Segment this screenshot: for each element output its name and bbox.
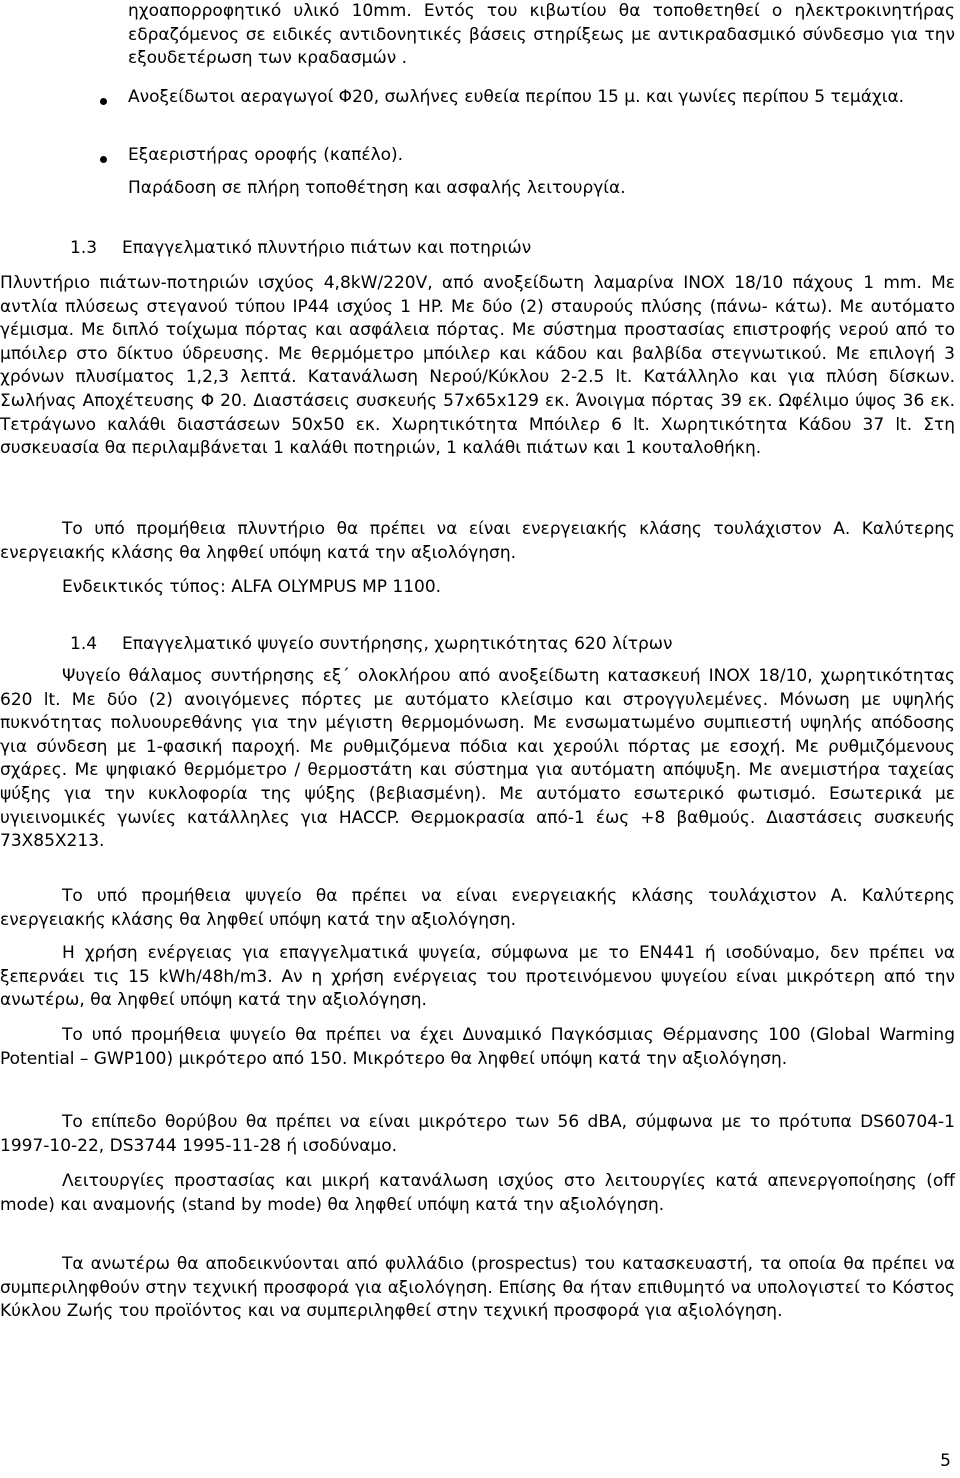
section-heading-1-3 <box>70 237 950 261</box>
bullet-dot-icon <box>100 156 107 163</box>
section-number: 1.4 <box>70 634 98 654</box>
delivery-text: Παράδοση σε πλήρη τοποθέτηση και ασφαλής λειτουργία. <box>128 178 626 198</box>
intro-paragraph: ηχοαπορροφητικό υλικό 10mm. Εντός του κιβωτίου θα τοποθετηθεί ο ηλεκτροκινητήρας εδραζόμενος σε ειδικές αντιδονητικές βάσεις στηρίξεως με αντικραδασμικό σύνδεσμο για την εξουδετέρωση των κραδασμών . <box>128 1 955 69</box>
bullet-item-roof-fan: Εξαεριστήρας οροφής (καπέλο). <box>128 145 404 165</box>
dishwasher-description: Πλυντήριο πιάτων-ποτηριών ισχύος 4,8kW/220V, από ανοξείδωτη λαμαρίνα INOX 18/10 πάχους 1 mm. Με αντλία πλύσεως στεγανού τύπου IP44 ισχύος 1 HP. Με δύο (2) σταυρούς πλύσης (πάνω- κάτω). Με αυτόματο γέμισμα. Με διπλό τοίχωμα πόρτας και ασφάλεια πόρτας. Με σύστημα προστασίας επιστροφής νερού από το μπόιλερ στο δίκτυο ύδρευσης. Με θερμόμετρο μπόιλερ και κάδου και βαλβίδα στεγνωτικού. Με επιλογή 3 χρόνων πλυσίματος 1,2,3 λεπτά. Κατανάλωση Νερού/Κύκλου 2-2.5 lt. Κατάλληλο και για πλύση δίσκων. Σωλήνας Αποχέτευσης Φ 20. Διαστάσεις συσκευής 57x65x129 εκ. Άνοιγμα πόρτας 39 εκ. Ωφέλιμο ύψος 36 εκ. Τετράγωνο καλάθι διαστάσεων 50x50 εκ. Χωρητικότητα Μπόιλερ 6 lt. Χωρητικότητα Κάδου 37 lt. Στη συσκευασία θα περιλαμβάνεται 1 καλάθι ποτηριών, 1 καλάθι πιάτων και 1 κουταλοθήκη. <box>0 273 955 459</box>
bullet-dot-icon <box>100 98 107 105</box>
section-title: Επαγγελματικό πλυντήριο πιάτων και ποτηριών <box>122 238 532 258</box>
fridge-standby: Λειτουργίες προστασίας και μικρή κατανάλωση ισχύος στο λειτουργίες κατά απενεργοποίησης (off mode) και αναμονής (stand by mode) θα ληφθεί υπόψη κατά την αξιολόγηση. <box>0 1171 955 1215</box>
fridge-energy-class: Το υπό προμήθεια ψυγείο θα πρέπει να είναι ενεργειακής κλάσης τουλάχιστον Α. Καλύτερης ενεργειακής κλάσης θα ληφθεί υπόψη κατά την αξιολόγηση. <box>0 886 955 930</box>
fridge-gwp: Το υπό προμήθεια ψυγείο θα πρέπει να έχει Δυναμικό Παγκόσμιας Θέρμανσης 100 (Global Warming Potential – GWP100) μικρότερο από 150. Μικρότερο θα ληφθεί υπόψη κατά την αξιολόγηση. <box>0 1025 955 1069</box>
fridge-prospectus: Τα ανωτέρω θα αποδεικνύονται από φυλλάδιο (prospectus) του κατασκευαστή, τα οποία θα πρέπει να συμπεριληφθούν στην τεχνική προσφορά για αξιολόγηση. Επίσης θα ήταν επιθυμητό να υπολογιστεί το Κόστος Κύκλου Ζωής του προϊόντος και να συμπεριληφθεί στην τεχνική προσφορά για αξιολόγηση. <box>0 1254 955 1322</box>
bullet-item-ducts: Ανοξείδωτοι αεραγωγοί Φ20, σωλήνες ευθεία περίπου 15 μ. και γωνίες περίπου 5 τεμάχια. <box>128 87 905 107</box>
fridge-description: Ψυγείο θάλαμος συντήρησης εξ΄ ολοκλήρου από ανοξείδωτη κατασκευή INOX 18/10, χωρητικότητας 620 lt. Με δύο (2) ανοιγόμενες πόρτες με αυτόματο κλείσιμο και στρογγυλεμένες. Μόνωση με υψηλής πυκνότητας πολυουρεθάνης για την μέγιστη θερμομόνωση. Με ενσωματωμένο συμπιεστή υψηλής απόδοσης για σύνδεση με 1-φασική παροχή. Με ρυθμιζόμενα πόδια και χερούλι πόρτας με εσοχή. Με ρυθμιζόμενους σχάρες. Με ψηφιακό θερμόμετρο / θερμοστάτη και σύστημα για αυτόματη απόψυξη. Με ανεμιστήρα ταχείας ψύξης για την κυκλοφορία της ψύξης (βεβιασμένη). Με αυτόματο εσωτερικό φωτισμό. Εσωτερικά με υγιεινομικές γωνίες κατάλληλες για HACCP. Θερμοκρασία από-1 έως +8 βαθμούς. Διαστάσεις συσκευής 73X85X213. <box>0 666 955 852</box>
fridge-energy-consumption: Η χρήση ενέργειας για επαγγελματικά ψυγεία, σύμφωνα με το EN441 ή ισοδύναμο, δεν πρέπει να ξεπερνάει τις 15 kWh/48h/m3. Αν η χρήση ενέργειας του προτεινόμενου ψυγείου είναι μικρότερη από την ανωτέρω, θα ληφθεί υπόψη κατά την αξιολόγηση. <box>0 943 955 1011</box>
dishwasher-energy-class: Το υπό προμήθεια πλυντήριο θα πρέπει να είναι ενεργειακής κλάσης τουλάχιστον Α. Καλύτερης ενεργειακής κλάσης θα ληφθεί υπόψη κατά την αξιολόγηση. <box>0 519 955 563</box>
dishwasher-indicative-type: Ενδεικτικός τύπος: ALFA OLYMPUS MP 1100. <box>62 577 442 597</box>
fridge-noise: Το επίπεδο θορύβου θα πρέπει να είναι μικρότερο των 56 dBA, σύμφωνα με το πρότυπα DS60704-1 1997-10-22, DS3744 1995-11-28 ή ισοδύναμο. <box>0 1112 955 1156</box>
section-heading-1-4 <box>70 633 950 657</box>
page-number: 5 <box>940 1451 951 1471</box>
section-number: 1.3 <box>70 238 98 258</box>
section-title: Επαγγελματικό ψυγείο συντήρησης, χωρητικότητας 620 λίτρων <box>122 634 673 654</box>
